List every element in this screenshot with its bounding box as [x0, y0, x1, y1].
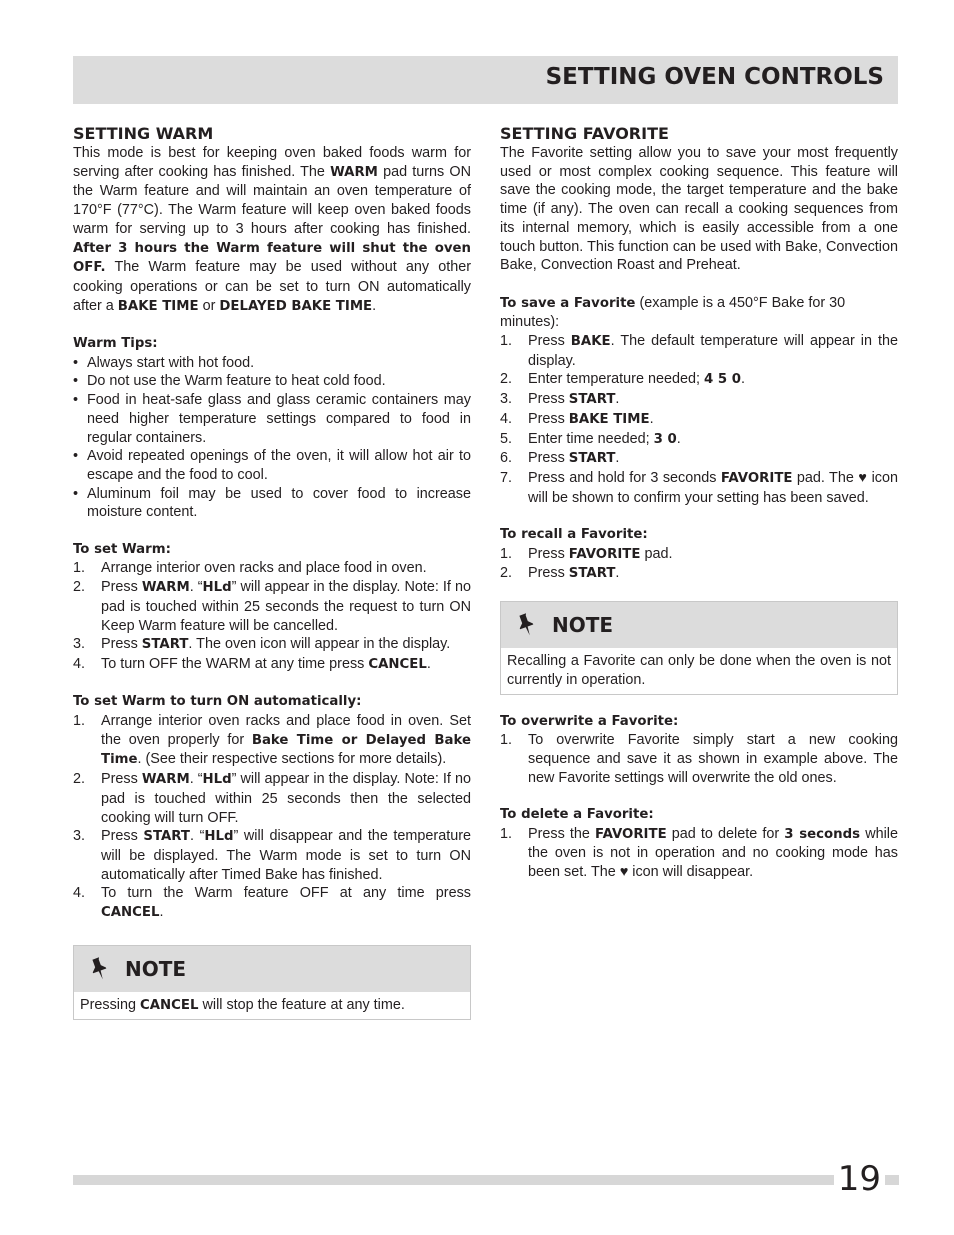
- step-item: 2. Enter temperature needed; 4 5 0.: [500, 371, 746, 388]
- save-favorite-title-suffix: (example is a 450°F Bake for 30 minutes):: [500, 294, 846, 331]
- bold-text: After 3 hours the Warm feature will shut the oven OFF.: [73, 240, 471, 276]
- bold-text: 3 0: [653, 431, 677, 447]
- step-number: 7.: [500, 469, 513, 486]
- step-item: 4. To turn the Warm feature OFF at any time press CANCEL.: [73, 885, 471, 921]
- step-number: 2.: [73, 771, 86, 788]
- step-item: 3. Press START. “HLd” will disappear and the temperature will be displayed. The Warm mode is set to turn ON automatically after Timed Bake has finished.: [73, 828, 471, 883]
- bold-text: FAVORITE: [568, 546, 641, 562]
- step-number: 4.: [500, 410, 513, 427]
- step-number: 6.: [500, 450, 513, 467]
- step-number: 1.: [500, 545, 513, 562]
- header-bar: [73, 56, 898, 104]
- step-item: 2. Press WARM. “HLd” will appear in the display. Note: If no pad is touched within 25 seconds the request to turn ON Keep Warm feature will be cancelled.: [73, 579, 471, 634]
- warm-intro: This mode is best for keeping oven baked foods warm for serving after cooking has finished. The WARM pad turns ON the Warm feature and will maintain an oven temperature of 170°F (77°C). The Warm feature will keep oven baked foods warm for serving up to 3 hours after cooking has finished. After 3 hours the Warm feature will shut the oven OFF. The Warm feature may be used without any other cooking operations or can be set to turn ON automatically after a BAKE TIME or DELAYED BAKE TIME.: [73, 145, 471, 314]
- bold-text: START: [568, 566, 616, 582]
- bold-text: BAKE: [570, 334, 611, 350]
- delete-favorite-steps: [500, 825, 898, 882]
- right-column: [500, 124, 898, 882]
- step-number: 1.: [500, 333, 513, 350]
- list-item: • Avoid repeated openings of the oven, it will allow hot air to escape and the food to cool.: [73, 448, 471, 483]
- step-number: 2.: [73, 579, 86, 596]
- pushpin-icon: [88, 957, 110, 981]
- bold-text: FAVORITE: [720, 470, 793, 486]
- recall-favorite-title: To recall a Favorite:: [500, 527, 648, 543]
- bullet-icon: •: [73, 373, 79, 390]
- save-favorite-title: To save a Favorite: [500, 295, 636, 311]
- delete-favorite-title: To delete a Favorite:: [500, 807, 654, 823]
- bold-text: CANCEL: [101, 905, 160, 921]
- bold-text: FAVORITE: [595, 826, 667, 842]
- step-number: 4.: [73, 885, 86, 902]
- bold-text: DELAYED BAKE TIME: [219, 298, 373, 314]
- save-favorite-steps: [500, 332, 898, 507]
- note-header: [501, 602, 897, 648]
- step-item: 2. Press START.: [500, 565, 620, 582]
- step-item: 1. Arrange interior oven racks and place food in oven. Set the oven properly for Bake Time or Delayed Bake Time. (See their respective sections for more details).: [73, 713, 471, 768]
- set-warm-steps: [73, 559, 471, 674]
- bold-text: START: [141, 637, 189, 653]
- list-item: • Do not use the Warm feature to heat cold food.: [73, 373, 386, 390]
- step-number: 2.: [500, 565, 513, 582]
- step-item: 5. Enter time needed; 3 0.: [500, 430, 681, 447]
- step-number: 4.: [73, 655, 86, 672]
- set-warm-title: To set Warm:: [73, 541, 171, 557]
- note-text: Pressing CANCEL will stop the feature at any time.: [80, 996, 405, 1013]
- step-item: 1. Press FAVORITE pad.: [500, 545, 673, 562]
- section-title-warm: SETTING WARM: [73, 124, 214, 143]
- step-number: 1.: [500, 825, 513, 842]
- bold-text: WARM: [141, 580, 190, 596]
- favorite-intro: The Favorite setting allow you to save your most frequently used or most complex cooking sequence. This feature will save the cooking mode, the target temperature and the bake time (if any). The oven can recall a cooking sequences from its internal memory, which is easily accessible from a one touch button. This function can be used with Bake, Convection Bake, Convection Roast and Preheat.: [500, 145, 898, 274]
- note-label: NOTE: [552, 613, 614, 638]
- page-number: 19: [834, 1159, 885, 1199]
- step-number: 1.: [73, 560, 86, 577]
- bold-text: BAKE TIME: [568, 411, 650, 427]
- page-title: SETTING OVEN CONTROLS: [545, 64, 884, 90]
- note-box-left: [73, 945, 471, 1021]
- step-item: 2. Press WARM. “HLd” will appear in the display. Note: If no pad is touched within 25 seconds then the selected cooking will turn OFF.: [73, 771, 471, 826]
- bold-text: CANCEL: [368, 656, 427, 672]
- step-item: 4. To turn OFF the WARM at any time press CANCEL.: [73, 655, 431, 672]
- bold-text: HLd: [202, 580, 232, 596]
- pushpin-icon: [515, 613, 537, 637]
- step-item: 3. Press START.: [500, 391, 620, 408]
- step-item: 3. Press START. The oven icon will appear in the display.: [73, 636, 451, 653]
- step-item: 7. Press and hold for 3 seconds FAVORITE pad. The ♥ icon will be shown to confirm your setting has been saved.: [500, 469, 898, 506]
- note-box-right: [500, 601, 898, 694]
- save-favorite-heading: [500, 294, 898, 332]
- auto-warm-steps: [73, 712, 471, 923]
- footer-bar: [73, 1175, 899, 1185]
- note-label: NOTE: [125, 956, 187, 981]
- step-number: 2.: [500, 371, 513, 388]
- step-number: 1.: [73, 713, 86, 730]
- section-title-favorite: SETTING FAVORITE: [500, 124, 669, 143]
- list-item: • Aluminum foil may be used to cover food to increase moisture content.: [73, 485, 471, 521]
- warm-tips-title: Warm Tips:: [73, 336, 158, 352]
- warm-tips-list: [73, 354, 471, 522]
- bold-text: HLd: [204, 829, 234, 845]
- bold-text: WARM: [330, 164, 378, 180]
- bold-text: START: [143, 829, 190, 845]
- overwrite-favorite-steps: [500, 731, 898, 787]
- step-number: 3.: [73, 828, 86, 845]
- bold-text: START: [568, 392, 616, 408]
- step-item: 4. Press BAKE TIME.: [500, 410, 654, 427]
- bold-text: HLd: [202, 772, 232, 788]
- step-number: 3.: [500, 391, 513, 408]
- bold-text: WARM: [141, 772, 190, 788]
- step-number: 5.: [500, 430, 513, 447]
- step-item: 1. Press the FAVORITE pad to delete for 3 seconds while the oven is not in operation and no cooking mode has been set. The ♥ icon will disappear.: [500, 825, 898, 881]
- note-text: Recalling a Favorite can only be done when the oven is not currently in operation.: [507, 653, 891, 688]
- step-item: 1. Arrange interior oven racks and place food in oven.: [73, 560, 427, 577]
- recall-favorite-steps: [500, 545, 898, 584]
- note-header: [74, 946, 470, 992]
- bold-text: 3 seconds: [784, 826, 861, 842]
- step-item: 6. Press START.: [500, 450, 620, 467]
- left-column: [73, 124, 471, 1020]
- step-number: 1.: [500, 732, 513, 749]
- bold-text: BAKE TIME: [117, 298, 199, 314]
- bullet-icon: •: [73, 448, 79, 465]
- bullet-icon: •: [73, 354, 79, 371]
- list-item: • Always start with hot food.: [73, 354, 255, 371]
- auto-warm-title: To set Warm to turn ON automatically:: [73, 694, 362, 710]
- bullet-icon: •: [73, 485, 79, 502]
- step-number: 3.: [73, 636, 86, 653]
- bold-text: Bake Time or Delayed Bake Time: [101, 732, 471, 768]
- step-item: 1. To overwrite Favorite simply start a new cooking sequence and save it as shown in example above. The new Favorite settings will overwrite the old ones.: [500, 732, 898, 786]
- bold-text: 4 5 0: [704, 372, 742, 388]
- bold-text: CANCEL: [140, 997, 199, 1013]
- overwrite-favorite-title: To overwrite a Favorite:: [500, 713, 679, 729]
- list-item: • Food in heat-safe glass and glass ceramic containers may need higher temperature settings compared to food in regular containers.: [73, 392, 471, 446]
- bullet-icon: •: [73, 392, 79, 409]
- bold-text: START: [568, 451, 616, 467]
- step-item: 1. Press BAKE. The default temperature will appear in the display.: [500, 333, 898, 369]
